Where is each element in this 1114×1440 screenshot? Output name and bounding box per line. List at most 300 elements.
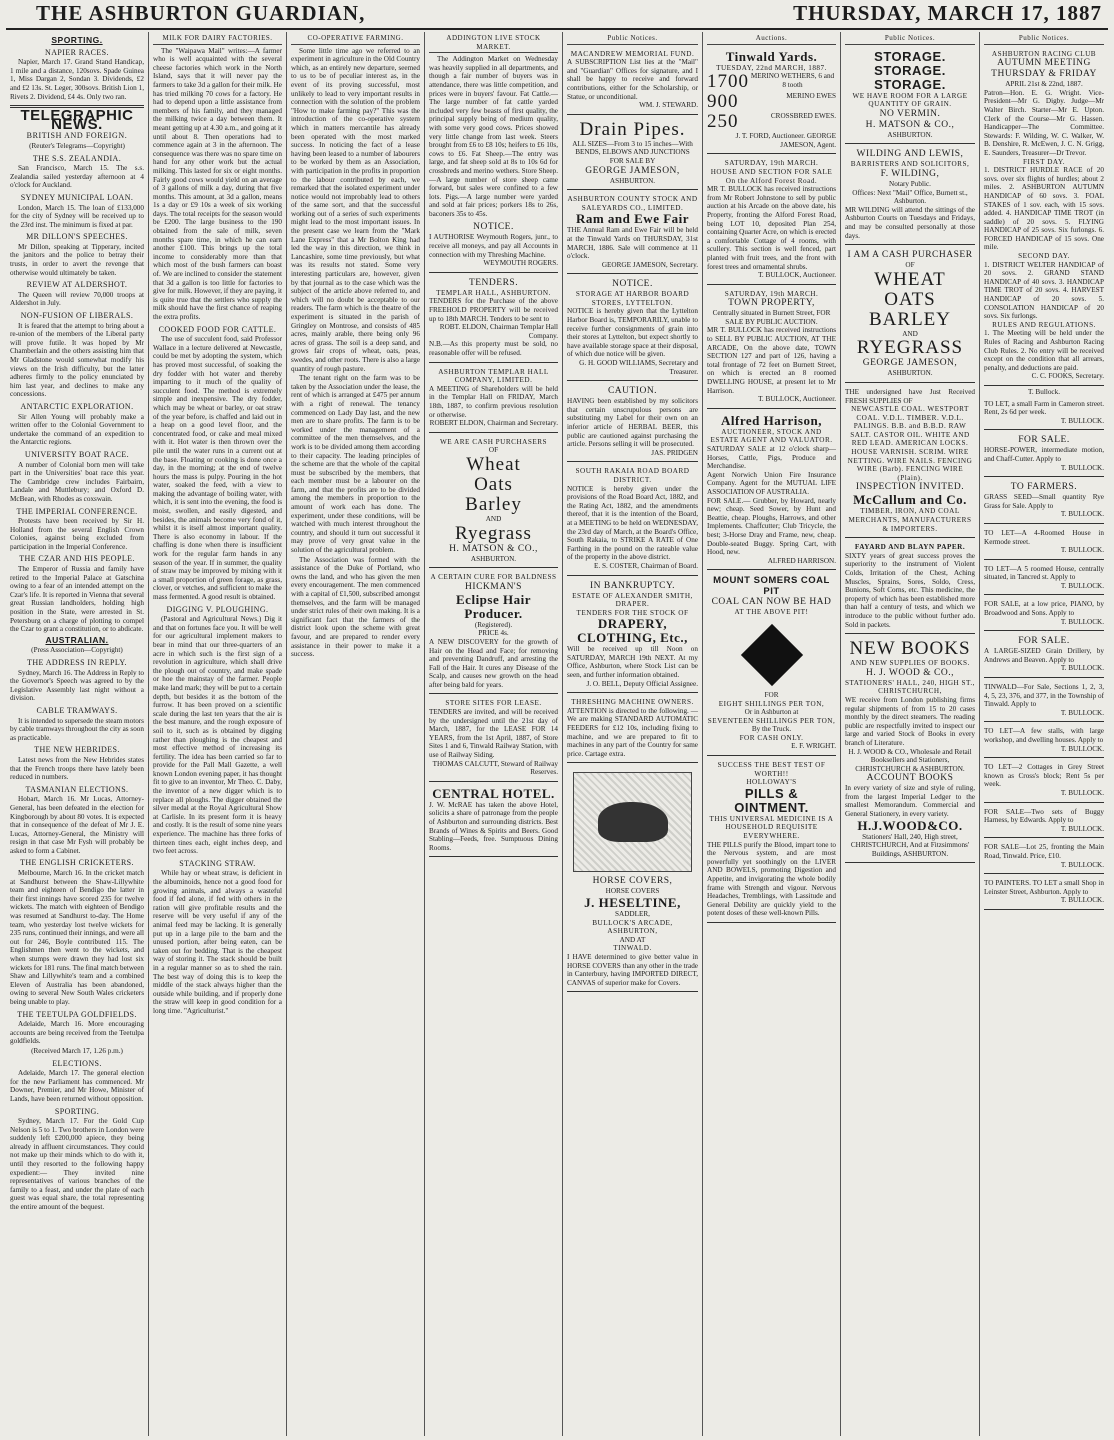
article-heading: ANTARCTIC EXPLORATION. xyxy=(20,401,134,411)
article-body: Napier, March 17. Grand Stand Handicap, 1 mile and a distance, 120sovs. Spade Guinea 1, Miss Dargan 2, Sondan 3. Dividends, £2 and £2 13s. St. Leger, 300sovs. British Lion 1, Rivets 2. Dividend, £4 4s. Only two ran. xyxy=(10,58,144,101)
lot-sale-ad xyxy=(984,840,1104,874)
ad-body: MR WILDING will attend the sittings of the Ashburton Courts on Tuesdays and Fridays, and may be consulted personally at those days. xyxy=(845,205,975,240)
article-heading: NAPIER RACES. xyxy=(45,47,109,57)
article-body: Adelaide, March 17. The general election for the new Parliament has commenced. Mr Downer, Premier, and Mr Howe, Minister of Lands, have been returned without opposition. xyxy=(10,1069,144,1103)
column-5 xyxy=(563,32,703,1436)
column-4 xyxy=(425,32,563,1436)
ad-firm: J. HESELTINE, xyxy=(584,895,681,910)
ad-heading: Alfred Harrison, xyxy=(721,412,822,428)
ad-signature: T. BULLOCK, Auctioneer. xyxy=(758,271,836,280)
ad-word: AND xyxy=(902,329,918,338)
templar-company-ad xyxy=(429,365,558,433)
ad-word: Or in Ashburton at xyxy=(744,708,799,717)
column-header: Public Notices. xyxy=(567,34,698,45)
article-body: Mr Dillon, speaking at Tipperary, incited the janitors and the police to betray their trusts, in order to avert the revenge that otherwise would ultimately be taken. xyxy=(10,242,144,277)
ad-heading: MOUNT SOMERS COAL PIT xyxy=(713,575,830,598)
ad-subheading: BARRISTERS AND SOLICITORS, xyxy=(850,160,970,169)
article-body: The "Waipawa Mail" writes:—A farmer who is well acquainted with the several cheese factories which work in the North Island, says that it will never pay the farmers to take 3d a gallon for their milk. He has tried milking 70 cows for a factory. He had to depend upon a little assistance from members of his family, and they managed the milking twice a day between them. It meant getting up at 4.30 a.m., and going at it until about 8. Then operations had to commence again at 3 in the afternoon. The consequence was there was no spare time on hand for any other work but the actual milking. This lasted for six or eight months. Fairly good cows would yield on an average of 3 gallons of milk a day, during that five months. This amount, at 3d a gallon, means 1s a day or £9 10s a week of six working days. The total receipts for the season would be £200. The large business to the 190 obtained from the sale of milk, seven months spare time, in which he can earn another £100. This brings up the total income to considerably more than that which most of the bush farmers can boast of. We are inclined to consider the statement that 3d a gallon is too little for factories to give for milk. However, if they are paying, it is quite true that the settlers who supply the milk should have the first chance of reaping the extra profits. xyxy=(153,46,282,321)
ad-heading: I AM A CASH PURCHASER xyxy=(847,250,973,261)
ad-body: 1. DISTRICT WELTER HANDICAP of 20 sovs. 2. GRAND STAND HANDICAP of 40 sovs. 3. HANDICAP TIME TROT of 20 sovs. 4. HARVEST HANDICAP of 20 sovs. 5. CONSOLATION HANDICAP of 20 sovs. Six furlongs. xyxy=(984,260,1104,321)
stock-label: MERINO EWES xyxy=(786,92,836,101)
ad-subheading: RULES AND REGULATIONS. xyxy=(992,320,1096,329)
stock-line xyxy=(707,92,836,112)
ad-heading: NOTICE. xyxy=(473,222,514,233)
ad-signature: J. O. BELL, Deputy Official Assignee. xyxy=(586,679,698,688)
ad-firm: GEORGE JAMESON, xyxy=(585,165,680,176)
horse-icon xyxy=(598,802,668,842)
article-heading: SYDNEY MUNICIPAL LOAN. xyxy=(20,192,134,202)
article-body: The Addington Market on Wednesday was heavily supplied in all departments, and though a fair number of buyers was in attendance, there was little competition, and prices were in buyers' favour. Fat Cattle.—The large number of fat cattle yarded included very few beasts of first quality, the principal supply being of medium quality, with some very good cows. Prices showed very little change from last week. Steers brought from £6 to £8 10s; heifers to £6 10s, cows to £6. Fat Sheep.—The entry was large, and fat sheep sold at 8s to 10s 6d for crossbreds and merino wethers. Store Sheep.—A large number of store sheep came forward, but sales were confined to a few lots. Pigs.—A large number were yarded and sold at fair prices; porkers 18s to 26s, baconers 35s to 45s. xyxy=(429,55,558,218)
ad-heading: SATURDAY, 19th MARCH. xyxy=(724,289,819,298)
ad-signature: ALFRED HARRISON. xyxy=(767,556,836,565)
ad-price: EIGHT SHILLINGS PER TON, xyxy=(718,699,825,708)
to-let-ad xyxy=(984,526,1104,560)
ad-body: FOR SALE, at a low price, PIANO, by Broadwood and Sons. Apply to xyxy=(984,600,1104,618)
ad-town: ASHBURTON. xyxy=(470,554,517,563)
town-property-ad xyxy=(707,287,836,409)
columns xyxy=(6,32,1108,1436)
ad-signature: T. BULLOCK. xyxy=(1060,510,1104,519)
article-heading: STACKING STRAW. xyxy=(179,858,256,868)
ad-subheading: TEMPLAR HALL, ASHBURTON. xyxy=(436,288,551,297)
ad-product: Wheat xyxy=(466,453,521,475)
ad-product: RYEGRASS xyxy=(856,337,964,359)
to-let-ad xyxy=(984,760,1104,802)
ram-ewe-fair-ad xyxy=(567,192,698,274)
ad-address: BULLOCK'S ARCADE, ASHBURTON, xyxy=(592,918,673,936)
ad-word: AND AT xyxy=(619,935,646,944)
ad-address: STATIONERS' HALL, 240, HIGH ST., CHRISTCHURCH, xyxy=(845,678,975,696)
ad-product: Eclipse Hair Producer. xyxy=(456,591,531,621)
ad-subheading: THIS UNIVERSAL MEDICINE IS A HOUSEHOLD REQUISITE EVERYWHERE. xyxy=(709,814,834,841)
ad-note: INSPECTION INVITED. xyxy=(855,482,965,493)
ad-body: NOTICE is hereby given under the provisions of the Road Board Act, 1882, and the Rating Act, 1882, and the amendments thereof, that it is the intention of the Board, at a MEETING to be held on WEDNESDAY, the 23rd day of March, at the Board's Office, South Rakaia, to STRIKE A RATE of One Farthing in the pound on the rateable value of the property in the above district. xyxy=(567,484,698,562)
ad-price: SEVENTEEN SHILLINGS PER TON, xyxy=(707,716,836,725)
ad-heading: PILLS & OINTMENT. xyxy=(734,785,809,815)
ad-heading: NOTICE. xyxy=(612,279,653,290)
for-sale-ad xyxy=(984,432,1104,477)
ad-heading: NEW BOOKS xyxy=(849,638,971,660)
cash-purchaser-ad xyxy=(845,247,975,383)
notice-ad xyxy=(429,219,558,272)
ad-body: J. W. McRAE has taken the above Hotel, solicits a share of patronage from the people of Ashburton and surrounding districts. Best Brands of Wines & Spirits and Beers. Good Stabling—Feeds, free. Sumptuous Dining Rooms. xyxy=(429,800,558,852)
ad-signature: G. H. GOOD WILLIAMS, Secretary and Treasurer. xyxy=(579,359,698,376)
to-let-ad xyxy=(984,562,1104,596)
bankruptcy-ad xyxy=(567,578,698,694)
article-body: The tenant right on the farm was to be taken by the Association under the lease, the rent of which is arranged at £475 per annum with a right of renewal. The tenancy commenced on Lady Day last, and the new men are to share profits. The farm is to be worked under the management of a committee of the men themselves, and the work is to be divided among them according to their capacity. The leading principles of the scheme are that the whole of the capital must be subscribed by the members, that each member must be a labourer on the farm, and that the profits are to be divided among the members in proportion to the amount of work each has done. The experiment, under these conditions, will be watched with much interest throughout the country, and should it turn out successful it may prove of very great value in the solution of the agricultural problem. xyxy=(291,374,420,555)
horse-illustration xyxy=(573,772,692,872)
ad-subheading: COAL CAN NOW BE HAD xyxy=(711,597,832,608)
ad-heading: FOR SALE. xyxy=(1018,636,1070,647)
stock-count: 900 xyxy=(707,91,739,113)
ad-signature: T. BULLOCK. xyxy=(1060,664,1104,673)
column-header: Public Notices. xyxy=(984,34,1104,45)
column-8 xyxy=(980,32,1108,1436)
article-body: Protests have been received by Sir H. Holland from the several English Crown Colonies, against being excluded from participation in the Imperial Conference. xyxy=(10,517,144,551)
ad-body: NOTICE is hereby given that the Lyttelton Harbor Board is, TEMPORARILY, unable to receive further consignments of grain into their stores at Lyttelton, but expect shortly to have available storage space at their disposal, of which due notice will be given. xyxy=(567,307,698,359)
ad-body: TO LET—A few stalls, with large workshop, and dwelling houses. Apply to xyxy=(984,727,1104,744)
ad-lead: SUCCESS THE BEST TEST OF WORTH!! xyxy=(717,761,826,778)
article-body: Sir Allen Young will probably make a written offer to the Colonial Government to undertake the command of an expedition to the Antarctic regions. xyxy=(10,412,144,447)
ad-heading: SATURDAY, 19th MARCH. xyxy=(724,159,819,168)
ad-body: SATURDAY SALE at 12 o'clock sharp—Horses, Cattle, Pigs, Produce and Merchandise. xyxy=(707,445,836,471)
road-board-ad xyxy=(567,464,698,575)
section-banner: TELEGRAPHIC NEWS. xyxy=(20,107,134,133)
ad-product: Ryegrass xyxy=(455,522,532,544)
ad-title: THURSDAY & FRIDAY xyxy=(991,69,1097,80)
store-sites-ad xyxy=(429,696,558,781)
harness-sale-ad xyxy=(984,805,1104,839)
ad-lead: THE undersigned have Just Received FRESH SUPPLIES OF xyxy=(845,387,975,405)
ad-body: Will be received up till Noon on SATURDAY, MARCH 19th NEXT. At my Office, Ashburton, where Stock List can be seen, and further information obtained. xyxy=(567,645,698,680)
ad-subheading: SECOND DAY. xyxy=(1018,252,1070,261)
ad-body: TENDERS are invited, and will be received by the undersigned until the 21st day of March, 1887, for the LEASE FOR 14 YEARS, from the 1st April, 1887, of Store Sites 1 and 6, Tinwald Railway Station, with use of Railway Siding. xyxy=(429,708,558,760)
ad-signature: E. S. COSTER, Chairman of Board. xyxy=(593,561,698,570)
article-heading: THE ENGLISH CRICKETERS. xyxy=(20,858,134,868)
article-heading: THE S.S. ZEALANDIA. xyxy=(32,153,122,163)
ad-heading: Tinwald Yards. xyxy=(725,48,818,64)
article-heading: THE NEW HEBRIDES. xyxy=(34,745,120,755)
section-heading: AUSTRALIAN. xyxy=(45,634,109,645)
ad-note: N.B.—As this property must be sold, no reasonable offer will be refused. xyxy=(429,340,558,357)
article-body: Sydney, March 17. For the Gold Cup Nelson is 5 to 1. Two brothers in London were suddenly left £200,000 apiece, they being already in affluent circumstances. They could not make up their minds which to do with it, until they resorted to the following happy expedient:— They invited nine representatives of various branches of the family to a feast, and under the plate of each guest was equal share, the total representing the entire amount of the bequest. xyxy=(10,1117,144,1212)
ad-body: In every variety of size and style of ruling, from the largest Imperial Ledger to the smallest Memorandum. Commercial and General Stationery, in every variety. xyxy=(845,784,975,819)
article-heading: TASMANIAN ELECTIONS. xyxy=(25,784,129,794)
section-subheading: BRITISH AND FOREIGN. xyxy=(26,131,128,141)
ad-word: OF xyxy=(488,446,499,455)
ad-body: HORSE-POWER, intermediate motion, and Chaff-Cutter. Apply to xyxy=(984,446,1104,463)
ad-firm: F. WILDING, xyxy=(880,168,940,179)
ad-body: ALL SIZES—From 3 to 15 inches—With BENDS, ELBOWS AND JUNCTIONS xyxy=(572,139,693,157)
ad-body: 1. DISTRICT HURDLE RACE of 20 sovs. over six flights of hurdles; about 2 miles. 2. ASHBURTON AUTUMN HANDICAP of 60 sovs. 3. FOAL STAKES of 1 sov. each, with 15 sovs. added. 4. HANDICAP TIME TROT (in saddle) of 20 sovs. 5. FLYING HANDICAP of 25 sovs. Six furlongs. 6. FORCED HANDICAP of 15 sovs. One mile. xyxy=(984,166,1104,252)
ad-signature: T. BULLOCK. xyxy=(1060,617,1104,626)
ad-body: TO LET—2 Cottages in Grey Street known as Cross's block; Rent 5s per week. xyxy=(984,763,1104,789)
stock-label: MERINO WETHERS, 6 and 8 tooth xyxy=(750,72,835,89)
ad-product: BARLEY xyxy=(869,308,951,330)
ad-signature: T. BULLOCK. xyxy=(1060,463,1104,472)
ad-address: Stationers' Hall, 240, High street, CHRISTCHURCH, And at Fitzsimmons' Buildings, ASHBURTON. xyxy=(850,832,970,858)
storage-notice-ad xyxy=(567,276,698,381)
ad-signature: C. C. FOOKS, Secretary. xyxy=(1031,372,1104,381)
ad-signature: WM. J. STEWARD. xyxy=(639,101,698,110)
ad-body: THE Annual Ram and Ewe Fair will be held at the Tinwald Yards on THURSDAY, 31st MARCH, 1886. Sale will commence at 11 o'clock. xyxy=(567,226,698,261)
ad-signature: T. BULLOCK. xyxy=(1060,824,1104,833)
ad-heading: STORAGE. STORAGE. xyxy=(874,48,946,78)
ad-body: WE receive from London publishing firms regular shipments of from 15 to 20 cases monthly by the direct steamers. The reading public are respectfully invited to inspect our large and varied Stock of Books in every branch of Literature. xyxy=(845,695,975,747)
ad-heading: MACANDREW MEMORIAL FUND. xyxy=(570,49,695,58)
ad-signature: WEYMOUTH ROGERS. xyxy=(483,259,558,268)
painters-ad xyxy=(984,876,1104,910)
drain-pipes-ad xyxy=(567,117,698,190)
column-header: Public Notices. xyxy=(845,34,975,45)
ad-footer-firm: H.J.WOOD&CO. xyxy=(857,817,963,833)
ad-signature: T. BULLOCK. xyxy=(1060,744,1104,753)
ad-signature: T. BULLOCK. xyxy=(1060,416,1104,425)
stock-line xyxy=(707,72,836,92)
article-body: Sydney, March 16. The Address in Reply to the Governor's Speech was agreed to by the Legislative Assembly last night without a division. xyxy=(10,668,144,703)
newspaper-title: THE ASHBURTON GUARDIAN, xyxy=(36,1,366,25)
ad-body: FOR SALE—Two sets of Buggy Harness, by Edwards. Apply to xyxy=(984,807,1104,825)
column-header: CO-OPERATIVE FARMING. xyxy=(291,34,420,45)
ad-product: WHEAT xyxy=(874,268,946,290)
ad-body: TINWALD—For Sale, Sections 1, 2, 3, 4, 5, 23, 376, and 377, in the Township of Tinwald. Apply to xyxy=(984,683,1104,709)
ad-heading: CENTRAL HOTEL. xyxy=(432,785,555,801)
ad-heading: ASHBURTON TEMPLAR HALL COMPANY, LIMITED. xyxy=(438,367,549,385)
ad-firm: GEORGE JAMESON, xyxy=(862,358,958,369)
hair-producer-ad xyxy=(429,570,558,694)
column-6 xyxy=(703,32,841,1436)
diamond-icon xyxy=(740,624,802,686)
ad-signature: T. BULLOCK. xyxy=(1060,896,1104,905)
central-hotel-ad xyxy=(429,784,558,858)
ad-signature: GEORGE JAMESON, Secretary. xyxy=(601,260,698,269)
ad-town: ASHBURTON. xyxy=(887,130,933,139)
ad-heading: ASHBURTON RACING CLUB xyxy=(991,49,1097,58)
ad-body: TO LET—A 5 roomed House, centrally situated, in Tancred st. Apply to xyxy=(984,564,1104,582)
ad-heading: McCallum and Co. xyxy=(853,492,967,508)
column-7 xyxy=(841,32,980,1436)
ad-body: A SUBSCRIPTION List lies at the "Mail" and "Guardian" Offices for signature, and I shall be happy to receive and forward contributions, either for the Scholarship, or Statue, or unconditional. xyxy=(567,58,698,101)
ad-title: AUTUMN MEETING xyxy=(997,58,1091,69)
stock-count: 250 xyxy=(707,111,739,133)
ad-body: HAVING been established by my solicitors that certain unscrupulous persons are substituting my Label for their own on an inferior article of HERBAL BEER, this public are cautioned against purchasing the article. Persons selling it will be prosecuted. xyxy=(567,397,698,449)
article-heading: ELECTIONS. xyxy=(52,1058,102,1068)
ad-signature: T. BULLOCK, Auctioneer. xyxy=(758,395,836,404)
ad-town: ASHBURTON. xyxy=(609,176,656,185)
ad-heading: FOR SALE. xyxy=(1018,435,1070,446)
column-header: Auctions. xyxy=(707,34,836,45)
ad-date: TUESDAY, 22nd MARCH, 1887. xyxy=(716,63,827,72)
masthead xyxy=(6,1,1108,30)
ad-firm: HICKMAN'S xyxy=(465,581,522,592)
ad-body: FOR SALE—Lot 25, fronting the Main Road, Tinwald. Price, £10. xyxy=(984,843,1104,860)
fayard-ad xyxy=(845,540,975,634)
article-body: It is feared that the attempt to bring about a re-union of the members of the Liberal party will prove futile. It was hoped by Mr Chamberlain and the others assisting him that Mr Gladstone would somewhat modify his views on the Irish difficulty, but the latter adheres firmly to the policy enunciated by him last year, and declines to make any concessions. xyxy=(10,321,144,399)
ad-firm: H. MATSON & CO., xyxy=(449,543,538,554)
ad-heading: WE ARE CASH PURCHASERS xyxy=(439,437,548,446)
ad-heading: WILDING AND LEWIS, xyxy=(856,149,964,160)
ad-trade: SADDLER, xyxy=(615,910,650,918)
source-note: (Press Association—Copyright) xyxy=(31,646,123,655)
ad-firm: HOLLOWAY'S xyxy=(746,778,797,787)
ad-subheading: ACCOUNT BOOKS xyxy=(866,773,954,784)
ad-subheading: ESTATE OF ALEXANDER SMITH, DRAPER. xyxy=(572,591,693,609)
ad-body: THE PILLS purify the Blood, impart tone to the Nervous system, and are most powerfully yet soothingly on the LIVER AND BOWELS, promoting Digestion and Appetite, and invigorating the whole bodily frame with Strength and vigour. Nervous Headaches, Tremblings, with Lassitude and General Debility are quickly yield to the potent doses of these well-known Pills. xyxy=(707,840,836,918)
article-body: The Emperor of Russia and family have retired to the Imperial Palace at Gatschina owing to a fear of an intended attempt on the Czar's life. It is reported in Vienna that several great Russian landholders, holding high position in the State, were arrested in St. Petersburg on a charge of plotting to compel the Czar to grant a constitution, or to abdicate. xyxy=(10,565,144,634)
article-heading: THE TEETULPA GOLDFIELDS. xyxy=(17,1009,137,1019)
ad-signature: ROBT. ELDON, Chairman Templar Hall Company. xyxy=(439,323,558,340)
cash-purchasers-ad xyxy=(429,435,558,568)
tinwald-yards-ad xyxy=(707,47,836,155)
article-heading: NON-FUSION OF LIBERALS. xyxy=(20,311,134,321)
ad-title: Notary Public. xyxy=(889,179,931,188)
ad-signature: ROBERT ELDON, Chairman and Secretary. xyxy=(429,419,558,428)
ad-body: Patron—Hon. E. G. Wright. Vice-President—Mr G. Digby. Judge—Mr Walter Birch. Starter—Mr E. Upton. Clerk of the Course—Mr G. Hassen. Handicapper—The Committee. Stewards: F. Wilding, W. C. Walker, W. B. Denshire, R. McEwen, J. C. N. Grigg, E. Saunders, Treasurer—Dr Trevor. xyxy=(984,88,1104,157)
ad-subheading: AUCTIONEER, STOCK AND ESTATE AGENT AND VALUATOR. xyxy=(710,427,833,445)
house-section-ad xyxy=(707,156,836,284)
ad-signature: T. BULLOCK. xyxy=(1060,581,1104,590)
tinwald-sections-ad xyxy=(984,680,1104,722)
article-body: The use of succulent food, said Professor Wallace in a lecture delivered at Newcastle, could be met by adopting the system, which has proved most successful, of soaking the dry fodder with hot water and thereby imparting to it much of the quality of succulent food. The method is extremely simple and inexpensive. The dry fodder, which may be wheat or barley, or oat straw of the year before, is chaffed and laid out in a heap on a good level floor, and the concentrated food, or cake and meal mixed with it. Hot water is then thrown over the pile until the water runs in a current out at the base. Floating or cooking is done once a day, in the morning; at the end of twelve hours the mass is pulpy. Pouring in the hot water, soaked the feed, with a view to making the advantage of boiling water, with which, it is sent into the evening, the food is moist, swollen, and easily digested, and besides, the animals become very fond of it, whilst it is itself almost important quality. There is also economy in labour. If the chaffing is done when there is insufficient work for the regular farm hands in any season of the year. If in summer, the quality of straw may be improved by mixing with it a small proportion of green forage, as grass, clover, or vetches, and sufficient to make the mass fermented. A good result is obtained. xyxy=(153,335,282,601)
ad-heading: HORSE COVERS, xyxy=(592,876,673,887)
ad-heading: STORAGE. xyxy=(874,76,946,92)
stock-count: 1700 xyxy=(707,71,749,93)
article-heading: SPORTING. xyxy=(54,1106,100,1116)
article-heading: THE CZAR AND HIS PEOPLE. xyxy=(19,554,135,564)
ad-body: TO PAINTERS. TO LET a small Shop in Leinster Street, Ashburton. Apply to xyxy=(984,879,1104,896)
caution-ad xyxy=(567,383,698,462)
stock-label: CROSSBRED EWES. xyxy=(770,112,836,121)
ad-body: I HAVE determined to give better value in HORSE COVERS than any other in the trade in Canterbury, having IMPORTED DIRECT, CANVAS of superior make for Covers. xyxy=(567,952,698,987)
ad-body: WE HAVE ROOM FOR A LARGE QUANTITY OF GRAIN. xyxy=(852,91,968,109)
racing-club-ad xyxy=(984,47,1104,386)
ad-body: A MEETING of Shareholders will be held in the Templar Hall on FRIDAY, March 18th, 1887, to confirm previous resolution or otherwise. xyxy=(429,384,558,419)
article-heading: THE IMPERIAL CONFERENCE. xyxy=(16,506,138,516)
issue-date: THURSDAY, MARCH 17, 1887 xyxy=(793,1,1102,25)
ad-body: TENDERS FOR THE STOCK OF xyxy=(576,608,689,617)
ad-product: OATS xyxy=(884,288,936,310)
ad-town: ASHBURTON. xyxy=(887,369,933,378)
article-heading: COOKED FOOD FOR CATTLE. xyxy=(158,324,277,334)
ad-body: TO LET, a small Farm in Cameron street. Rent, 2s 6d per week. xyxy=(984,399,1104,417)
macandrew-fund-ad xyxy=(567,47,698,115)
diamond-ornament xyxy=(707,617,836,691)
article-body: The Queen will review 70,000 troops at Aldershot in July. xyxy=(10,290,144,308)
ad-town: TINWALD. xyxy=(613,944,652,953)
ad-note: FOR CASH ONLY. xyxy=(739,733,804,742)
column-2 xyxy=(149,32,287,1436)
to-farmers-ad xyxy=(984,479,1104,524)
source-note: (Reuter's Telegrams—Copyright) xyxy=(29,141,125,150)
ad-signature: JAS. PRIDGEN xyxy=(651,448,698,457)
ad-heading: TENDERS. xyxy=(468,277,519,288)
received-note: (Received March 17, 1.26 p.m.) xyxy=(31,1046,123,1055)
article-body: Hobart, March 16. Mr Lucas, Attorney-General, has been defeated in the election for Kingborough by about 80 votes. It is expected that in consequence of the defeat of Mr J. E. Lucas, Attorney-General, the Ministry will resign in that case Mr Fysh will probably be asked to form a Cabinet. xyxy=(10,795,144,855)
coal-pit-ad xyxy=(707,572,836,756)
ad-heading: STORE SITES FOR LEASE. xyxy=(445,699,542,708)
ad-signature: T. BULLOCK. xyxy=(1060,546,1104,555)
mccallum-ad xyxy=(845,385,975,538)
ad-firm: H. J. WOOD & CO., xyxy=(865,667,955,678)
ad-body: A LARGE-SIZED Grain Drillery, by Andrews and Beaven. Apply to xyxy=(984,647,1104,664)
wilding-lewis-ad xyxy=(845,146,975,245)
ad-heading: A CERTAIN CURE FOR BALDNESS xyxy=(430,573,557,582)
ad-body: 1. The Meeting will be held under the Rules of Racing and Ashburton Racing Club Rules. 2. No entry will be received except on the condition that all arrears, penalty, and deductions are paid. xyxy=(984,329,1104,372)
ad-note: FOR SALE BY xyxy=(609,156,656,165)
ad-subheading: AT THE ABOVE PIT! xyxy=(734,608,809,617)
ad-heading: Ram and Ewe Fair xyxy=(575,211,690,227)
ad-subheading: TIMBER, IRON, AND COAL MERCHANTS, MANUFACTURERS & IMPORTERS. xyxy=(848,507,972,533)
ad-subheading: HOUSE AND SECTION FOR SALE On the Alford Forest Road. xyxy=(710,167,833,185)
article-body: A number of Colonial born men will take part in the Universities' boat race this year. The Cambridge crew includes Fairbairn, Landale and Muttlebury; and Oxford D. McBean, with Rhodes as coxswain. xyxy=(10,460,144,503)
ad-heading: SOUTH RAKAIA ROAD BOARD DISTRICT. xyxy=(575,467,690,484)
ad-signature: THOMAS CALCUTT, Steward of Railway Reserves. xyxy=(432,759,558,777)
article-body: Adelaide, March 16. More encouraging accounts are being received from the Teetulpa goldfields. xyxy=(10,1020,144,1046)
ad-signature: H. J. WOOD & CO., Wholesale and Retail Booksellers and Stationers, CHRISTCHURCH & ASHBURTON. xyxy=(848,747,972,773)
ad-heading: Drain Pipes. xyxy=(579,118,686,140)
ad-heading: TO FARMERS. xyxy=(1010,482,1078,493)
tenders-ad xyxy=(429,275,558,363)
article-heading: MR DILLON'S SPEECHES. xyxy=(26,232,128,242)
ad-body: GRASS SEED—Small quantity Rye Grass for Sale. Apply to xyxy=(984,493,1104,510)
ad-body: I AUTHORISE Weymouth Rogers, junr., to receive all moneys, and pay all Accounts in connection with my Threshing Machine. xyxy=(429,233,558,259)
ad-body: TO LET—A 4-Roomed House in Kermode street. xyxy=(984,528,1104,546)
grain-drill-sale-ad xyxy=(984,633,1104,678)
ad-note: NO VERMIN. xyxy=(879,108,941,119)
article-body: San Francisco, March 15. The s.s. Zealandia sailed yesterday afternoon at 4 o'clock for Auckland. xyxy=(10,164,144,190)
ad-subheading: FIRST DAY. xyxy=(1022,157,1066,166)
column-header: ADDINGTON LIVE STOCK MARKET. xyxy=(429,34,558,53)
column-3 xyxy=(287,32,425,1436)
ad-body: TENDERS for the Purchase of the above FREEHOLD PROPERTY will be received up to 18th MARCH. Tenders to be sent to xyxy=(429,297,558,323)
ad-heading: CAUTION. xyxy=(607,386,658,397)
ad-address: Offices: Next "Mail" Office, Burnett st., Ashburton. xyxy=(852,188,968,206)
ad-heading: FAYARD AND BLAYN PAPER. xyxy=(854,543,966,552)
ad-body: A NEW DISCOVERY for the growth of Hair on the Head and Face; for removing and preventing Dandruff, and arresting the Fall of the Hair. It cures any Disease of the Scalp, and causes new growth on the head after being bald for years. xyxy=(429,637,558,689)
ad-body: MR T. BULLOCK has received instructions from Mr Robert Johnstone to sell by public auction at his Arcade on the above date, his Property, fronting the Alford Forest Road, being LOT 10, deposited Plan 254, containing Quarter Acre, on which is erected a comfortable Cottage of 4 rooms, with scullery. This section is well fenced, part planted with fruit trees, and the front with forest trees and ornamental shrubs. xyxy=(707,185,836,271)
alfred-harrison-ad xyxy=(707,411,836,571)
ad-subheading: Centrally situated in Burnett Street, FOR SALE BY PUBLIC AUCTION. xyxy=(712,309,831,326)
article-body: It is intended to supersede the steam motors by cable tramways throughout the city as soon as practicable. xyxy=(10,716,144,742)
ad-signature: T. BULLOCK. xyxy=(1060,788,1104,797)
ad-word: OF xyxy=(905,261,915,270)
ad-subheading: ASHBURTON COUNTY STOCK AND SALEYARDS CO., LIMITED. xyxy=(567,195,698,212)
section-heading: T. Bullock. xyxy=(1027,387,1060,396)
ad-title: TOWN PROPERTY, xyxy=(728,298,815,309)
ad-body: SIXTY years of great success proves the superiority to the instrument of Violent Colds, Irritation of the Chest, Aching Muscles, Sprains, Sores, Soldo, Cress, Bunions, Soft Corns, etc. This medicine, the property of which has been established more than half a century of tests, and which we introduce to the public without further ado. Sold in packets. xyxy=(845,551,975,629)
section-heading: SPORTING. xyxy=(51,35,103,45)
ad-subheading: HORSE COVERS xyxy=(605,887,660,896)
stock-line xyxy=(707,112,836,132)
storage-ad xyxy=(845,47,975,145)
ad-body: MR T. BULLOCK has received instructions to SELL BY PUBLIC AUCTION, AT THE ARCADE, On the above date, TOWN SECTION 127 and part of 126, having a total frontage of 72 feet on Burnett Street, on which is erected an 8 roomed DWELLING HOUSE, at present let to Mr Harrison. xyxy=(707,326,836,395)
ad-note: By the Truck. xyxy=(751,725,792,734)
ad-signature: T. BULLOCK. xyxy=(1060,708,1104,717)
article-body: The Association was formed with the assistance of the Duke of Portland, who owns the land, and who has given the men every encouragement. The men commenced with a capital of £1,500, subscribed amongst themselves, and the farm will be managed under strict rules of their own making. It is a significant fact that the farmers of the district look upon the scheme with great favour, and are prepared to render every assistance in their power to make it a success. xyxy=(291,555,420,659)
holloways-ad xyxy=(707,758,836,923)
article-body: While hay or wheat straw, is deficient in the albuminoids, hence not a good food for growing animals, and always a wasteful food if fed alone, if fed with others in the ration will give profitable results and the reserve will be very useful if any of the animal feed may be lacking. It is generally put up in a large pile to the barn and the unused portion, after being eaten, can be taken out for bedding. That is the cheapest way of storing it. The stack should be built in a regular manner so as to shed the rain. The best way of doing this is to keep the middle of the stack always higher than the outside while building, and if properly done the straw will keep in good condition for a long time. "Agriculturist." xyxy=(153,869,282,1015)
article-body: (Pastoral and Agricultural News.) Dig it and that on fortunes face you. It will be well for our agricultural implement makers to bear in mind that our three-quarters of an acre in which such is the first sign of a revolution in agriculture, which shall drive the plough out of country, and make spade or hoe the mainstay of the farmer. People make land mark; they will be put to a certain depth, but besides it as the bottom of the furrow. It has been proved on a scientific scale during the last ten years that the air is the best manure, and the rough exposure of soil to it, such as is obtained by digging rather than ploughing is the cheapest and most effective method of increasing its fertility. The idea has been carried so far to provide for the Pall Mall Gazette, a well known London evening paper, it has thought fit to give to an inventor, Mr Theo. C. Daby, the inventor of a new digger which is to replace all ploughs. The digger obtained the silver medal at the Royal Agricultural Show at Carlisle. In its present form it is heavy and costly. It is the result of some nine years experience. The machine has three forks of thirteen tines each, eight inches deep, and two feet across. xyxy=(153,615,282,856)
to-let-ad xyxy=(984,724,1104,758)
article-body: Latest news from the New Hebrides states that the French troops there have lately been reduced in numbers. xyxy=(10,755,144,782)
ad-signature: J. T. FORD, Auctioneer. GEORGE JAMESON, Agent. xyxy=(735,132,836,149)
ad-product: Barley xyxy=(465,493,522,515)
article-heading: UNIVERSITY BOAT RACE. xyxy=(24,449,130,459)
to-let-ad xyxy=(984,397,1104,431)
article-heading: CABLE TRAMWAYS. xyxy=(36,705,118,715)
ad-signature: E. F. WRIGHT. xyxy=(791,742,836,751)
article-body: London, March 15. The loan of £133,000 for the city of Sydney will be received up to the 23rd inst. The minimum is fixed at par. xyxy=(10,203,144,229)
ad-word: FOR xyxy=(764,690,779,699)
horse-covers-ad xyxy=(567,765,698,992)
column-header: MILK FOR DAIRY FACTORIES. xyxy=(153,34,282,45)
article-heading: REVIEW AT ALDERSHOT. xyxy=(26,280,128,290)
ad-word: AND xyxy=(485,514,502,523)
ad-item-list: NEWCASTLE COAL. WESTPORT COAL. V.D.L. TIMBER. V.D.L. PALINGS. B.B. and B.B.D. RAW SALT. CASTOR OIL. WHITE AND RED LEAD. AMERICAN LOCKS. HOUSE VARNISH. SCRIM. WIRE NETTING. WIRE NAILS. FENCING WIRE (Barb). FENCING WIRE (Plain). xyxy=(847,405,973,482)
ad-heading: THRESHING MACHINE OWNERS. xyxy=(571,698,694,707)
ad-signature: T. BULLOCK. xyxy=(1060,860,1104,869)
article-heading: THE ADDRESS IN REPLY. xyxy=(27,658,127,667)
ad-body: FOR SALE.— Grubber, by Howard, nearly new; cheap. Seed Sower, by Hunt and Beattie, cheap. Ploughs, Harrows, and other Implements. Chaffcutter; Club Tricycle, the best; 3-Horse Dray and Frame, new, cheap. Double-seated Buggy. Spring Cart, with Hood, new. xyxy=(707,496,836,557)
new-books-ad xyxy=(845,636,975,863)
article-body: Melbourne, March 16. In the cricket match at Sandhurst between the Shaw-Lillywhite team and eighteen of Bendigo the latter in their first innings have scored 235 for twelve wickets. The match with eighteen of Bendigo was resumed at Sandhurst to-day. The Home team, who yesterday lost twelve wickets for 235 runs, continued their innings, and were all out for 246, Boyle contributed 115. The Englishmen then went to the wickets, and when stumps were drawn they had lost six wickets for 181 runs. The final match between Shaw and Lillywhite's team and a combined Eleven of Australia has been abandoned, owing to several New South Wales cricketers being unable to play. xyxy=(10,869,144,1006)
ad-subheading: AND NEW SUPPLIES OF BOOKS. xyxy=(850,659,970,668)
article-heading: DIGGING V. PLOUGHING. xyxy=(166,604,269,614)
ad-note: (Registered). xyxy=(474,620,513,629)
piano-sale-ad xyxy=(984,597,1104,631)
ad-body: ATTENTION is directed to the following. — We are making STANDARD AUTOMATIC FEEDERS for £12 10s, including fixing to machine, and we are prepared to fit to machines in any part of the Country for same price. Cartage extra. xyxy=(567,706,698,758)
column-1 xyxy=(6,32,149,1436)
